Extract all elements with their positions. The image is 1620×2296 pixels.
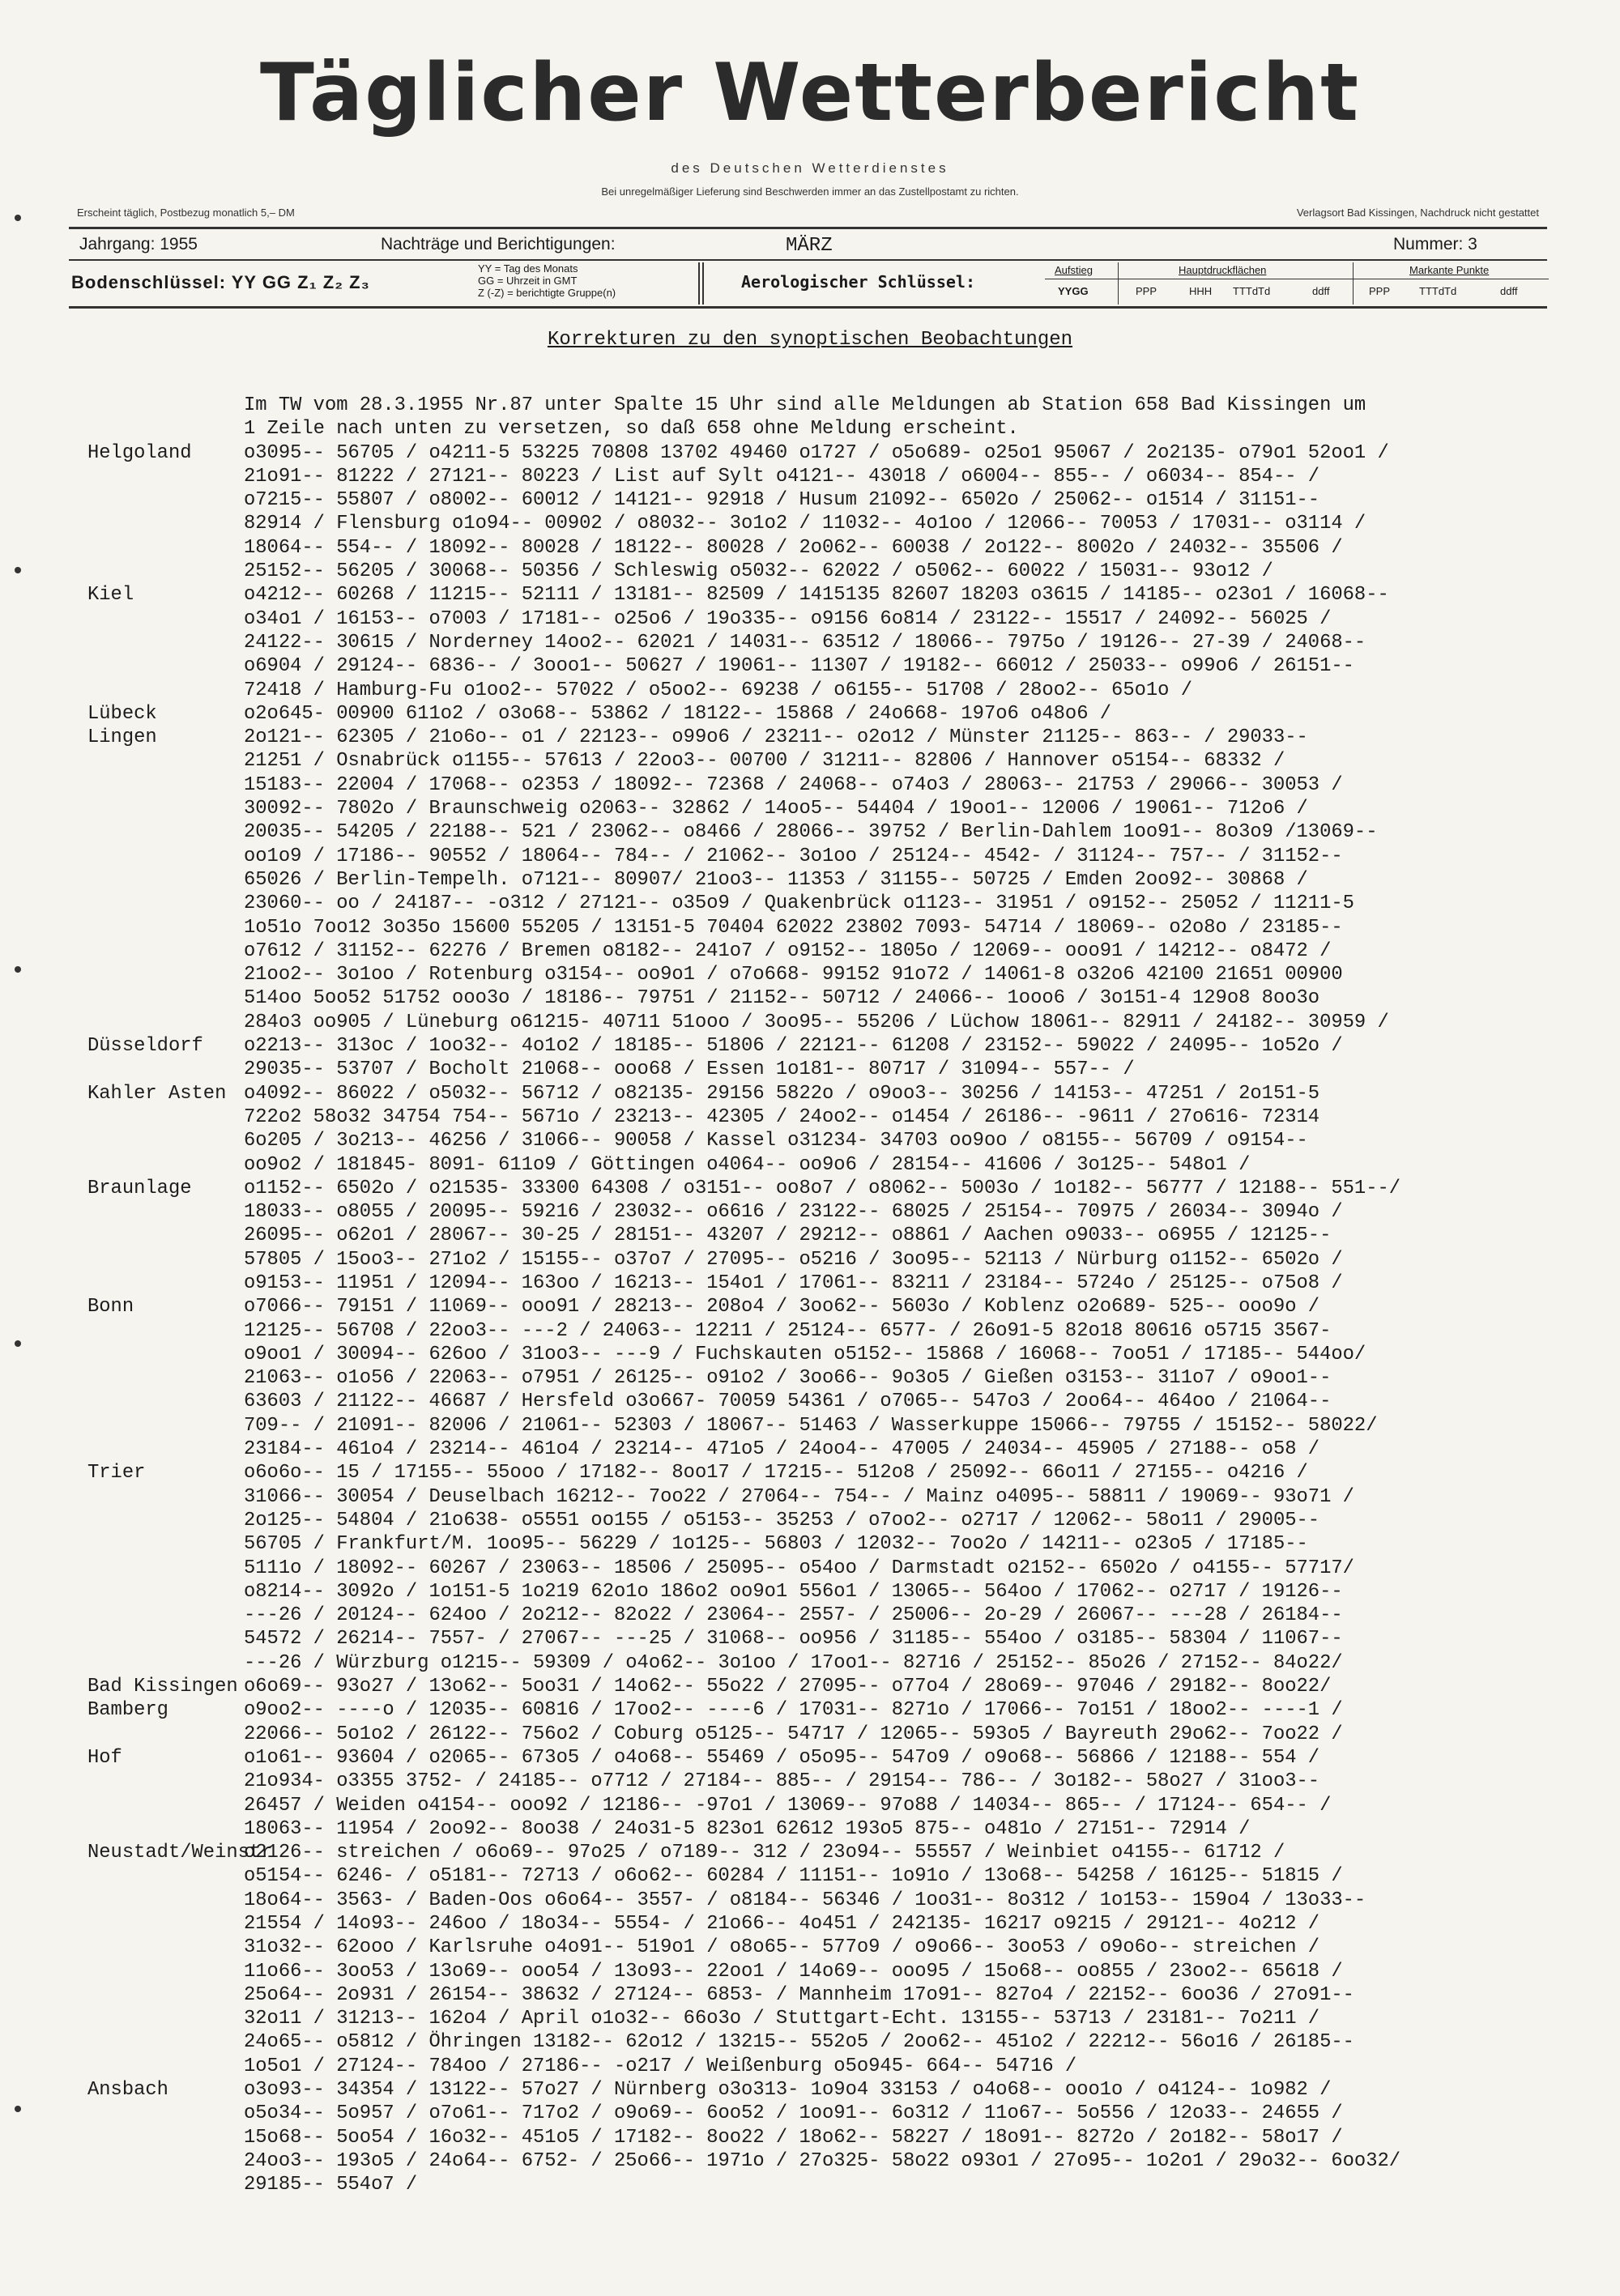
correction-text: 56705 / Frankfurt/M. 1oo95-- 56229 / 1o125-- 56803 / 12032-- 7oo2o / 14211-- o23o5 / 17185-- [244,1533,1308,1556]
correction-text: o9oo2-- ----o / 12035-- 60816 / 17oo2-- ----6 / 17031-- 8271o / 17066-- 7o151 / 18oo2-- ----1 / [244,1699,1343,1722]
correction-text: 57805 / 15oo3-- 271o2 / 15155-- o37o7 / 27095-- o5216 / 3oo95-- 52113 / Nürburg o1152-- 6502o / [244,1248,1343,1271]
correction-text: 21554 / 14o93-- 246oo / 18o34-- 5554- / 21o66-- 4o451 / 242135- 16217 o9215 / 29121-- 4o212 / [244,1913,1320,1935]
aero-aufstieg: Aufstieg [1055,264,1093,276]
corrections-heading: Korrekturen zu den synoptischen Beobachtungen [547,329,1073,351]
correction-text: 23060-- oo / 24187-- -o312 / 27121-- o35o9 / Quakenbrück o1123-- 31951 / o9152-- 25052 / 11211-5 [244,892,1354,915]
station-name: Kiel [87,584,134,607]
supplements-label: Nachträge und Berichtigungen: [381,235,616,253]
key-separator [702,262,704,305]
correction-text: 15183-- 22004 / 17068-- o2353 / 18092-- 72368 / 24068-- o74o3 / 28063-- 21753 / 29066-- 30053 / [244,773,1343,796]
correction-text: o1o61-- 93604 / o2065-- 673o5 / o4o68-- 55469 / o5o95-- 547o9 / o9o68-- 56866 / 12188-- 554 / [244,1746,1320,1769]
correction-text: 18o64-- 3563- / Baden-Oos o6o64-- 3557- / o8184-- 56346 / 1oo31-- 8o312 / 1o153-- 159o4 / 13o33-- [244,1889,1366,1911]
correction-text: 1o51o 7oo12 3o35o 15600 55205 / 13151-5 70404 62022 23802 7093- 54714 / 18069-- o2o8o / 23185-- [244,916,1343,939]
correction-text: o3o93-- 34354 / 13122-- 57o27 / Nürnberg o3o313- 1o9o4 33153 / o4o68-- ooo1o / o4124-- 1o982 / [244,2079,1332,2102]
correction-text: o3095-- 56705 / o4211-5 53225 70808 13702 49460 o1727 / o5o689- o25o1 95067 / 2o2135- o79o1 52oo1 / [244,441,1389,464]
aero-hhh: HHH [1189,285,1213,297]
correction-text: o7066-- 79151 / 11069-- ooo91 / 28213-- 208o4 / 3oo62-- 5603o / Koblenz o2o689- 525-- ooo9o / [244,1296,1320,1318]
correction-text: 21o91-- 81222 / 27121-- 80223 / List auf Sylt o4121-- 43018 / o6004-- 855-- / o6034-- 854-- / [244,465,1320,488]
aero-markante-punkte: Markante Punkte [1409,264,1490,276]
correction-text: o2o645- 00900 611o2 / o3o68-- 53862 / 18122-- 15868 / 24o668- 197o6 o48o6 / [244,702,1112,725]
publisher-note: Verlagsort Bad Kissingen, Nachdruck nicht gestattet [1296,207,1539,219]
aero-key: Aerologischer Schlüssel: [741,272,975,292]
correction-text: 12125-- 56708 / 22oo3-- ---2 / 24063-- 12211 / 25124-- 6577- / 26o91-5 82o18 80616 o5715 3567- [244,1319,1332,1342]
correction-text: 18064-- 554-- / 18092-- 80028 / 18122-- 80028 / 2o062-- 60038 / 2o122-- 8002o / 24032-- 35506 / [244,536,1343,559]
correction-text: o9153-- 11951 / 12094-- 163oo / 16213-- 154o1 / 17061-- 83211 / 23184-- 5724o / 25125-- o75o8 / [244,1272,1343,1294]
correction-text: 5111o / 18092-- 60267 / 23063-- 18506 / 25095-- o54oo / Darmstadt o2152-- 6502o / o4155-- 57717/ [244,1557,1354,1579]
correction-text: 514oo 5oo52 51752 ooo3o / 18186-- 79751 / 21152-- 50712 / 24066-- 1ooo6 / 3o151-4 129o8 8oo3o [244,987,1320,1010]
correction-text: 11o66-- 3oo53 / 13o69-- ooo54 / 13o93-- 22oo1 / 14o69-- ooo95 / 15o68-- oo855 / 23oo2-- 65618 / [244,1960,1343,1983]
correction-text: 26457 / Weiden o4154-- ooo92 / 12186-- -97o1 / 13069-- 97o88 / 14034-- 865-- / 17124-- 654-- / [244,1794,1332,1817]
correction-text: 1 Zeile nach unten zu versetzen, so daß 658 ohne Meldung erscheint. [244,418,1019,441]
station-name: Kahler Asten [87,1082,227,1105]
year-label: Jahrgang: 1955 [79,235,198,253]
correction-text: oo1o9 / 17186-- 90552 / 18064-- 784-- / 21062-- 3o1oo / 25124-- 4542- / 31124-- 757-- / 31152-- [244,845,1343,867]
legend-line: GG = Uhrzeit in GMT [478,275,578,287]
correction-text: 21oo2-- 3o1oo / Rotenburg o3154-- oo9o1 / o7o668- 99152 91o72 / 14061-8 o32o6 42100 21651 00900 [244,964,1343,986]
aero-hauptdruckflaechen: Hauptdruckflächen [1179,264,1267,276]
aero-ddfff-2: ddff [1500,285,1518,297]
station-name: Hof [87,1746,122,1769]
complaint-note: Bei unregelmäßiger Lieferung sind Beschwerden immer an das Zustellpostamt zu richten. [601,185,1019,198]
correction-text: o7215-- 55807 / o8002-- 60012 / 14121-- 92918 / Husum 21092-- 6502o / 25062-- o1514 / 31151-- [244,489,1320,512]
station-name: Neustadt/Weinstr [87,1842,273,1864]
correction-text: 31o32-- 62ooo / Karlsruhe o4o91-- 519o1 / o8o65-- 577o9 / o9o66-- 3oo53 / o9o6o-- streichen / [244,1936,1320,1959]
correction-text: 18033-- o8055 / 20095-- 59216 / 23032-- o6616 / 23122-- 68025 / 25154-- 70975 / 26034-- 3094o / [244,1201,1343,1224]
correction-text: 2o121-- 62305 / 21o6o-- o1 / 22123-- o99o6 / 23211-- o2o12 / Münster 21125-- 863-- / 29033-- [244,726,1308,749]
aero-yygg: YYGG [1058,285,1089,297]
month-label: MÄRZ [786,235,833,257]
station-name: Lingen [87,726,157,749]
station-name: Düsseldorf [87,1035,203,1058]
binder-hole-5 [15,2106,21,2112]
correction-text: ---26 / 20124-- 624oo / 2o212-- 82o22 / 23064-- 2557- / 25006-- 2o-29 / 26067-- ---28 / 26184-- [244,1604,1343,1627]
correction-text: 63603 / 21122-- 46687 / Hersfeld o3o667- 70059 54361 / o7065-- 547o3 / 2oo64-- 464oo / 21064-- [244,1391,1332,1413]
correction-text: 65026 / Berlin-Tempelh. o7121-- 80907/ 21oo3-- 11353 / 31155-- 50725 / Emden 2oo92-- 30868 / [244,868,1308,891]
correction-text: 722o2 58o32 34754 754-- 5671o / 23213-- 42305 / 24oo2-- o1454 / 26186-- -9611 / 27o616- 72314 [244,1105,1320,1128]
correction-text: 284o3 oo905 / Lüneburg o61215- 40711 51ooo / 3oo95-- 55206 / Lüchow 18061-- 82911 / 24182-- 30959 / [244,1011,1389,1033]
correction-text: 25o64-- 2o931 / 26154-- 38632 / 27124-- 6853- / Mannheim 17o91-- 827o4 / 22152-- 6oo36 / 27o91-- [244,1983,1354,2006]
correction-text: 21251 / Osnabrück o1155-- 57613 / 22oo3-- 00700 / 31211-- 82806 / Hannover o5154-- 68332 / [244,750,1285,773]
legend-line: Z (-Z) = berichtigte Gruppe(n) [478,287,616,299]
correction-text: 26095-- o62o1 / 28067-- 30-25 / 28151-- 43207 / 29212-- o8861 / Aachen o9033-- o6955 / 12125-- [244,1225,1332,1247]
correction-text: 25152-- 56205 / 30068-- 50356 / Schleswig o5032-- 62022 / o5062-- 60022 / 15031-- 93o12 / [244,560,1273,583]
correction-text: 21o934- o3355 3752- / 24185-- o7712 / 27184-- 885-- / 29154-- 786-- / 3o182-- 58o27 / 31oo3-- [244,1770,1320,1793]
correction-text: o8214-- 3092o / 1o151-5 1o219 62o1o 186o2 oo9o1 556o1 / 13065-- 564oo / 17062-- o2717 / 19126-- [244,1580,1343,1603]
aero-ddfff: ddff [1312,285,1330,297]
station-name: Helgoland [87,441,192,464]
correction-text: 709-- / 21091-- 82006 / 21061-- 52303 / 18067-- 51463 / Wasserkuppe 15066-- 79755 / 15152-- 58022/ [244,1414,1378,1437]
binder-hole-3 [15,966,21,973]
station-name: Bonn [87,1296,134,1318]
correction-text: 2o125-- 54804 / 21o638- o5551 oo155 / o5153-- 35253 / o7oo2-- o2717 / 12062-- 58o11 / 29005-- [244,1509,1320,1531]
divider-top [69,227,1547,229]
key-legend [478,262,616,299]
correction-text: 29035-- 53707 / Bocholt 21068-- ooo68 / Essen 1o181-- 80717 / 31094-- 557-- / [244,1059,1135,1081]
correction-text: o5o34-- 5o957 / o7o61-- 717o2 / o9o69-- 6oo52 / 1oo91-- 6o312 / 11o67-- 5o556 / 12o33-- 24655 / [244,2102,1343,2125]
aero-ppp: PPP [1136,285,1157,297]
correction-text: 22066-- 5o1o2 / 26122-- 756o2 / Coburg o5125-- 54717 / 12065-- 593o5 / Bayreuth 29o62-- 7oo22 / [244,1723,1343,1745]
correction-text: 20035-- 54205 / 22188-- 521 / 23062-- o8466 / 28066-- 39752 / Berlin-Dahlem 1oo91-- 8o3o9 /13069-- [244,821,1378,844]
correction-text: o1152-- 6502o / o21535- 33300 64308 / o3151-- oo8o7 / o8062-- 5003o / 1o182-- 56777 / 12188-- 551--/ [244,1177,1401,1199]
station-name: Trier [87,1462,146,1485]
info-bar [0,235,1620,258]
correction-text: 1o5o1 / 27124-- 784oo / 27186-- -o217 / Weißenburg o5o945- 664-- 54716 / [244,2055,1077,2077]
correction-text: o4212-- 60268 / 11215-- 52111 / 13181-- 82509 / 1415135 82607 18203 o3615 / 14185-- o23o1 / 16068-- [244,584,1389,607]
ground-key: Bodenschlüssel: YY GG Z₁ Z₂ Z₃ [71,272,370,292]
correction-text: 31066-- 30054 / Deuselbach 16212-- 7oo22 / 27064-- 754-- / Mainz o4095-- 58811 / 19069-- 93o71 / [244,1485,1354,1508]
station-name: Lübeck [87,702,157,725]
correction-text: o2126-- streichen / o6o69-- 97o25 / o7189-- 312 / 23o94-- 55557 / Weinbiet o4155-- 61712 / [244,1842,1285,1864]
correction-text: 24oo3-- 193o5 / 24o64-- 6752- / 25o66-- 1971o / 27o325- 58o22 o93o1 / 27o95-- 1o2o1 / 29o32-- 6oo32/ [244,2149,1401,2172]
page-subtitle: des Deutschen Wetterdienstes [671,160,949,176]
binder-hole-4 [15,1340,21,1347]
station-name: Bamberg [87,1699,168,1722]
correction-text: o34o1 / 16153-- o7003 / 17181-- o25o6 / 19o335-- o9156 6o814 / 23122-- 15517 / 24092-- 56025 / [244,607,1332,630]
binder-hole-2 [15,567,21,573]
number-label: Nummer: 3 [1393,235,1477,253]
key-row [0,262,1620,305]
correction-text: 24o65-- o5812 / Öhringen 13182-- 62o12 / 13215-- 552o5 / 2oo62-- 451o2 / 22212-- 56o16 / 26185-- [244,2031,1354,2054]
station-name: Ansbach [87,2079,168,2102]
subscription-note: Erscheint täglich, Postbezug monatlich 5,– DM [77,207,295,219]
correction-text: 72418 / Hamburg-Fu o1oo2-- 57022 / o5oo2-- 69238 / o6155-- 51708 / 28oo2-- 65o1o / [244,679,1192,701]
station-name: Braunlage [87,1177,192,1199]
correction-text: 6o205 / 3o213-- 46256 / 31066-- 90058 / Kassel o31234- 34703 oo9oo / o8155-- 56709 / o9154-- [244,1130,1308,1152]
correction-text: 30092-- 7802o / Braunschweig o2063-- 32862 / 14oo5-- 54404 / 19oo1-- 12006 / 19061-- 712o6 / [244,798,1308,820]
correction-text: o6o69-- 93o27 / 13o62-- 5oo31 / 14o62-- 55o22 / 27095-- o77o4 / 28o69-- 97046 / 29182-- 8oo22/ [244,1676,1332,1698]
correction-text: o6o6o-- 15 / 17155-- 55ooo / 17182-- 8oo17 / 17215-- 512o8 / 25092-- 66o11 / 27155-- o4216 / [244,1462,1308,1485]
correction-text: 54572 / 26214-- 7557- / 27067-- ---25 / 31068-- oo956 / 31185-- 554oo / o3185-- 58304 / 11067-- [244,1628,1343,1651]
correction-text: o2213-- 313oc / 1oo32-- 4o1o2 / 18185-- 51806 / 22121-- 61208 / 23152-- 59022 / 24095-- 1o52o / [244,1035,1343,1058]
divider-mid [69,259,1547,261]
correction-text: 82914 / Flensburg o1o94-- 00902 / o8032-- 3o1o2 / 11032-- 4o1oo / 12066-- 70053 / 17031-- o3114 / [244,513,1366,535]
binder-hole-1 [15,215,21,221]
key-separator [698,262,700,305]
aero-key-table [1045,262,1549,305]
correction-text: 18063-- 11954 / 2oo92-- 8oo38 / 24o31-5 823o1 62612 193o5 875-- o481o / 27151-- 72914 / [244,1817,1251,1840]
correction-text: 23184-- 461o4 / 23214-- 461o4 / 23214-- 471o5 / 24oo4-- 47005 / 24034-- 45905 / 27188-- o58 / [244,1438,1320,1461]
aero-tttdtd: TTTdTd [1233,285,1271,297]
correction-text: 15o68-- 5oo54 / 16o32-- 451o5 / 17182-- 8oo22 / 18o62-- 58227 / 18o91-- 8272o / 2o182-- 58o17 / [244,2126,1343,2149]
aero-tttdtd-2: TTTdTd [1419,285,1457,297]
correction-text: o9oo1 / 30094-- 626oo / 31oo3-- ---9 / Fuchskauten o5152-- 15868 / 16068-- 7oo51 / 17185-- 544oo/ [244,1343,1366,1365]
correction-text: Im TW vom 28.3.1955 Nr.87 unter Spalte 15 Uhr sind alle Meldungen ab Station 658 Bad Kissingen um [244,394,1366,416]
correction-text: o6904 / 29124-- 6836-- / 3ooo1-- 50627 / 19061-- 11307 / 19182-- 66012 / 25033-- o99o6 / 26151-- [244,655,1354,678]
correction-text: o7612 / 31152-- 62276 / Bremen o8182-- 241o7 / o9152-- 1805o / 12069-- ooo91 / 14212-- o8472 / [244,939,1332,962]
divider-bottom [69,306,1547,309]
aero-ppp-2: PPP [1369,285,1391,297]
correction-text: oo9o2 / 181845- 8091- 611o9 / Göttingen o4064-- oo9o6 / 28154-- 41606 / 3o125-- 548o1 / [244,1153,1251,1176]
station-name: Bad Kissingen [87,1676,238,1698]
page-title: Täglicher Wetterbericht [259,47,1361,139]
correction-text: 32o11 / 31213-- 162o4 / April o1o32-- 66o3o / Stuttgart-Echt. 13155-- 53713 / 23181-- 7o211 / [244,2008,1320,2030]
correction-text: o4092-- 86022 / o5032-- 56712 / o82135- 29156 5822o / o9oo3-- 30256 / 14153-- 47251 / 2o151-5 [244,1082,1320,1105]
correction-text: 24122-- 30615 / Norderney 14oo2-- 62021 / 14031-- 63512 / 18066-- 7975o / 19126-- 27-39 / 24068-- [244,631,1366,654]
correction-text: 21063-- o1o56 / 22063-- o7951 / 26125-- o91o2 / 3oo66-- 9o3o5 / Gießen o3153-- 311o7 / o9oo1-- [244,1367,1332,1390]
correction-text: 29185-- 554o7 / [244,2174,418,2196]
legend-line: YY = Tag des Monats [478,262,578,275]
correction-text: o5154-- 6246- / o5181-- 72713 / o6o62-- 60284 / 11151-- 1o91o / 13o68-- 54258 / 16125-- 51815 / [244,1865,1343,1888]
correction-text: ---26 / Würzburg o1215-- 59309 / o4o62-- 3o1oo / 17oo1-- 82716 / 25152-- 85o26 / 27152-- 84o22/ [244,1651,1343,1674]
